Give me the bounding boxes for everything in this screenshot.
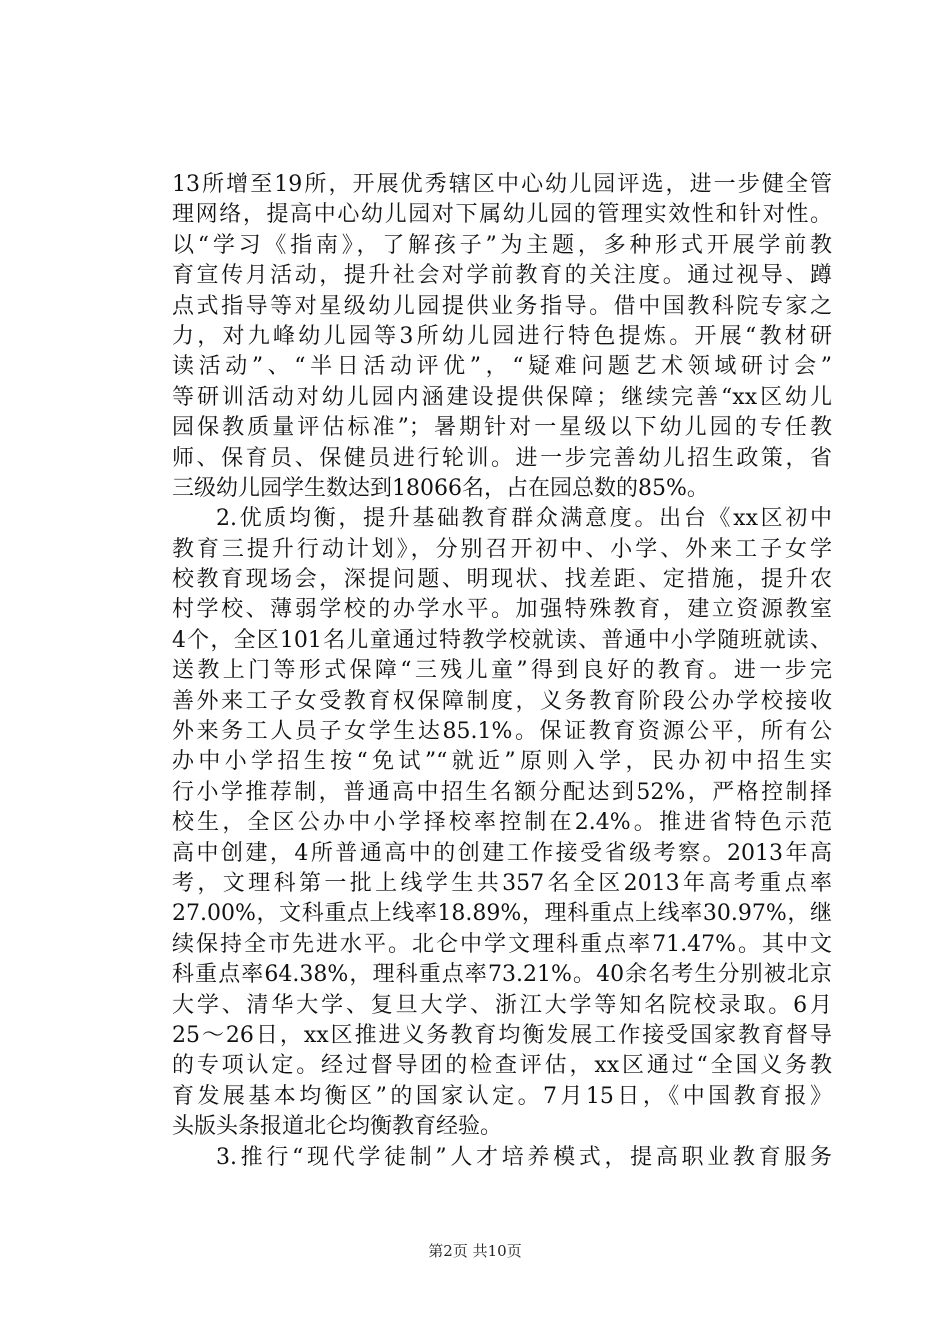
text-line: 考，文理科第一批上线学生共357名全区2013年高考重点率: [172, 870, 832, 896]
text-line: 4个，全区101名儿童通过特教学校就读、普通中小学随班就读、: [172, 627, 832, 653]
body-text: [172, 170, 832, 1173]
text-line: 25～26日，xx区推进义务教育均衡发展工作接受国家教育督导: [172, 1022, 832, 1048]
text-line: 师、保育员、保健员进行轮训。进一步完善幼儿招生政策，省: [172, 445, 832, 471]
text-line: 教育三提升行动计划》，分别召开初中、小学、外来工子女学: [172, 536, 832, 562]
text-line: 育发展基本均衡区”的国家认定。7月15日，《中国教育报》: [172, 1083, 832, 1109]
text-line: 2.优质均衡，提升基础教育群众满意度。出台《xx区初中: [216, 506, 832, 532]
text-line: 行小学推荐制，普通高中招生名额分配达到52%，严格控制择: [172, 779, 832, 805]
text-line: 27.00%，文科重点上线率18.89%，理科重点上线率30.97%，继: [172, 901, 832, 927]
text-line: 理网络，提高中心幼儿园对下属幼儿园的管理实效性和针对性。: [172, 202, 832, 228]
text-line: 善外来工子女受教育权保障制度，义务教育阶段公办学校接收: [172, 688, 832, 714]
text-line: 校教育现场会，深提问题、明现状、找差距、定措施，提升农: [172, 567, 832, 593]
text-line: 续保持全市先进水平。北仑中学文理科重点率71.47%。其中文: [172, 931, 832, 957]
text-line: 大学、清华大学、复旦大学、浙江大学等知名院校录取。6月: [172, 992, 832, 1018]
text-line: 头版头条报道北仑均衡教育经验。: [172, 1114, 503, 1140]
text-line: 三级幼儿园学生数达到18066名，占在园总数的85%。: [172, 475, 709, 501]
page-number: 第2页 共10页: [428, 1242, 522, 1260]
text-line: 高中创建，4所普通高中的创建工作接受省级考察。2013年高: [172, 840, 832, 866]
text-line: 园保教质量评估标准”；暑期针对一星级以下幼儿园的专任教: [172, 415, 832, 441]
text-line: 以“学习《指南》，了解孩子”为主题，多种形式开展学前教: [172, 232, 832, 258]
text-line: 等研训活动对幼儿园内涵建设提供保障；继续完善“xx区幼儿: [172, 384, 832, 410]
text-line: 外来务工人员子女学生达85.1%。保证教育资源公平，所有公: [172, 719, 832, 745]
text-line: 校生，全区公办中小学择校率控制在2.4%。推进省特色示范: [172, 810, 832, 836]
text-line: 点式指导等对星级幼儿园提供业务指导。借中国教科院专家之: [172, 293, 832, 319]
text-line: 3.推行“现代学徒制”人才培养模式，提高职业教育服务: [216, 1144, 832, 1170]
text-line: 力，对九峰幼儿园等3所幼儿园进行特色提炼。开展“教材研: [172, 323, 832, 349]
text-line: 读活动”、“半日活动评优”，“疑难问题艺术领域研讨会”: [172, 354, 832, 380]
text-line: 送教上门等形式保障“三残儿童”得到良好的教育。进一步完: [172, 658, 832, 684]
text-line: 13所增至19所，开展优秀辖区中心幼儿园评选，进一步健全管: [172, 172, 832, 197]
text-line: 育宣传月活动，提升社会对学前教育的关注度。通过视导、蹲: [172, 263, 832, 289]
text-line: 村学校、薄弱学校的办学水平。加强特殊教育，建立资源教室: [172, 597, 832, 623]
text-line: 办中小学招生按“免试”“就近”原则入学，民办初中招生实: [172, 749, 832, 775]
text-line: 的专项认定。经过督导团的检查评估，xx区通过“全国义务教: [172, 1053, 832, 1079]
text-line: 科重点率64.38%，理科重点率73.21%。40余名考生分别被北京: [172, 962, 832, 988]
